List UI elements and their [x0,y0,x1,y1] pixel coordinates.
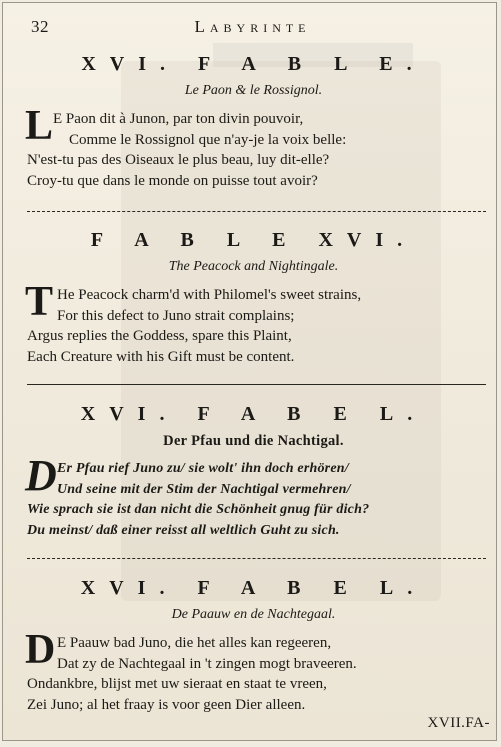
catchword: XVII.FA- [427,715,490,731]
fable-german [25,403,482,541]
poem-line: Argus replies the Goddess, spare this Plaint, [27,328,292,344]
page-number: 32 [31,17,49,36]
fable-french [25,53,482,191]
poem-line: Und seine mit der Stim der Nachtigal vermehren/ [57,481,351,497]
fable-title: F A B L E XVI. [90,229,417,251]
fable-dutch [25,577,482,715]
fable-title: XVI. F A B L E. [81,53,426,75]
poem-line: Each Creature with his Gift must be content. [27,348,295,365]
fable-title: XVI. F A B E L. [80,403,427,425]
section-divider [27,558,486,559]
book-page [2,2,497,741]
page-header [27,13,478,37]
poem-line: Er Pfau rief Juno zu/ sie wolt' ihn doch erhören/ [57,461,349,476]
poem-line: For this defect to Juno strait complains; [57,307,295,324]
poem-line: Zei Juno; al het fraay is voor geen Dier alleen. [27,696,306,713]
running-head: Labyrinte [194,17,311,36]
fable-english [25,229,482,367]
poem-line: E Paauw bad Juno, die het alles kan regeeren, [57,635,332,651]
drop-cap: T [25,279,54,325]
fable-title: XVI. F A B E L. [80,577,427,599]
poem-line: He Peacock charm'd with Philomel's sweet strains, [57,287,362,303]
fable-subtitle: De Paauw en de Nachtegaal. [171,607,336,622]
section-divider [27,384,486,385]
poem-line: Dat zy de Nachtegaal in 't zingen mogt braveeren. [57,655,357,672]
fable-poem [25,279,482,367]
fable-poem [25,451,482,541]
fable-poem [25,627,482,715]
section-divider [27,211,486,212]
poem-line: Ondankbre, blijst met uw sieraat en staat te vreen, [27,676,327,692]
poem-line: Du meinst/ daß einer reisst all weltlich Guht zu sich. [27,522,340,538]
poem-line: Croy-tu que dans le monde on puisse tout avoir? [27,172,318,189]
fable-poem [25,103,482,191]
poem-line: Comme le Rossignol que n'ay-je la voix belle: [69,131,347,148]
poem-line: E Paon dit à Junon, par ton divin pouvoir, [53,111,304,127]
drop-cap: D [25,451,57,500]
fable-subtitle: Le Paon & le Rossignol. [184,83,323,98]
poem-line: Wie sprach sie ist dan nicht die Schönheit gnug für dich? [27,502,370,517]
drop-cap: D [25,627,56,673]
fable-subtitle: The Peacock and Nightingale. [168,259,339,274]
fable-subtitle: Der Pfau und die Nachtigal. [163,433,344,449]
poem-line: N'est-tu pas des Oiseaux le plus beau, luy dit-elle? [27,152,330,168]
drop-cap: L [25,103,54,149]
